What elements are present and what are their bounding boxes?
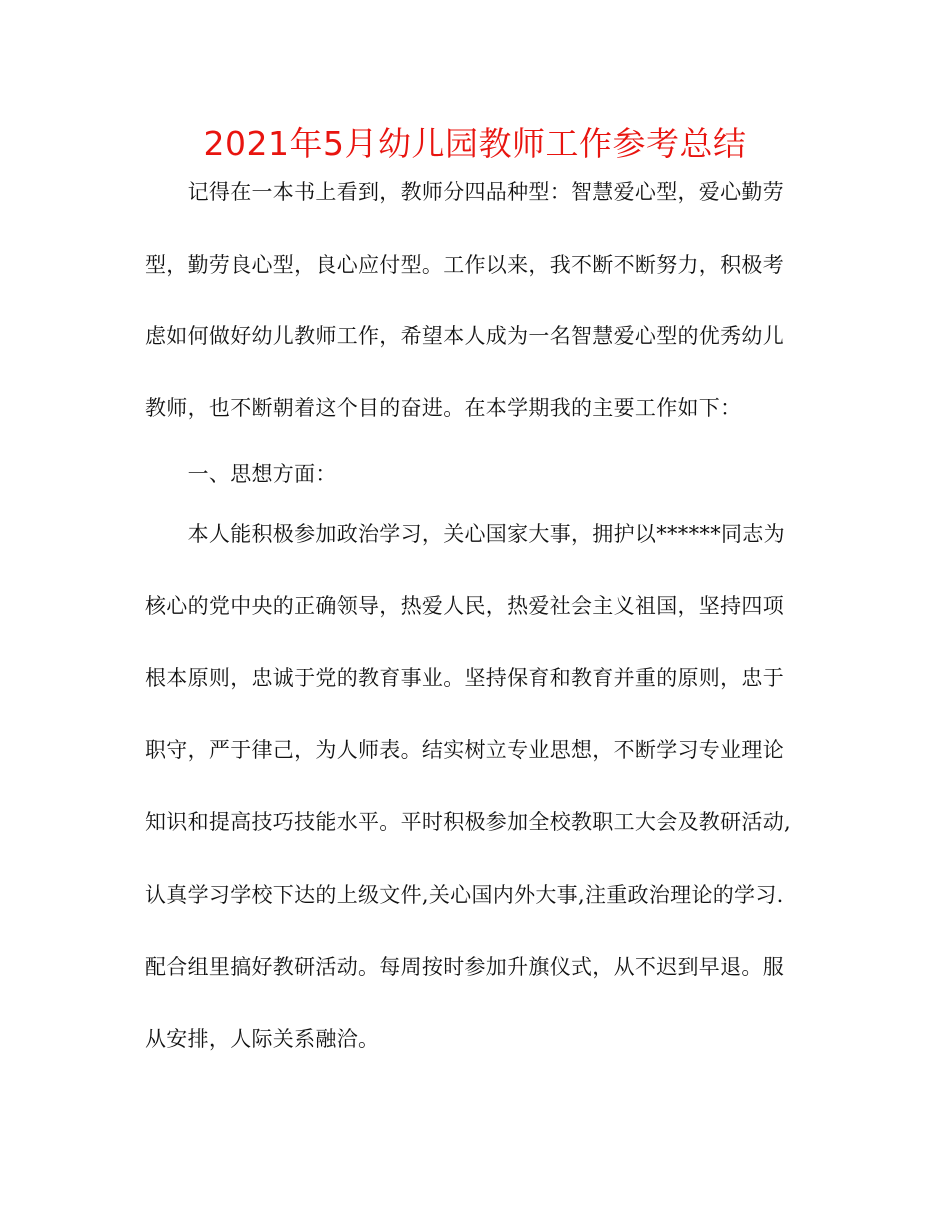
text-line: 根本原则，忠诚于党的教育事业。坚持保育和教育并重的原则，忠于 xyxy=(145,666,784,690)
text-line: 从安排，人际关系融洽。 xyxy=(145,1027,380,1051)
document-title: 2021年5月幼儿园教师工作参考总结 xyxy=(203,124,747,163)
text-line: 配合组里搞好教研活动。每周按时参加升旗仪式，从不迟到早退。服 xyxy=(145,955,784,979)
text-line: 职守，严于律己，为人师表。结实树立专业思想，不断学习专业理论 xyxy=(145,738,784,762)
text-line: 教师，也不断朝着这个目的奋进。在本学期我的主要工作如下： xyxy=(145,396,742,420)
text-line: 虑如何做好幼儿教师工作，希望本人成为一名智慧爱心型的优秀幼儿 xyxy=(145,324,784,348)
text-line: 知识和提高技巧技能水平。平时积极参加全校教职工大会及教研活动, xyxy=(145,810,791,834)
text-line: 核心的党中央的正确领导，热爱人民，热爱社会主义祖国，坚持四项 xyxy=(145,594,784,618)
section-heading: 一、思想方面： xyxy=(145,462,337,486)
text-line: 认真学习学校下达的上级文件,关心国内外大事,注重政治理论的学习. xyxy=(145,883,784,907)
text-line: 型，勤劳良心型，良心应付型。工作以来，我不断不断努力，积极考 xyxy=(145,253,784,277)
text-line: 本人能积极参加政治学习，关心国家大事，拥护以******同志为 xyxy=(145,522,785,546)
text-line: 记得在一本书上看到，教师分四品种型：智慧爱心型，爱心勤劳 xyxy=(145,180,784,204)
